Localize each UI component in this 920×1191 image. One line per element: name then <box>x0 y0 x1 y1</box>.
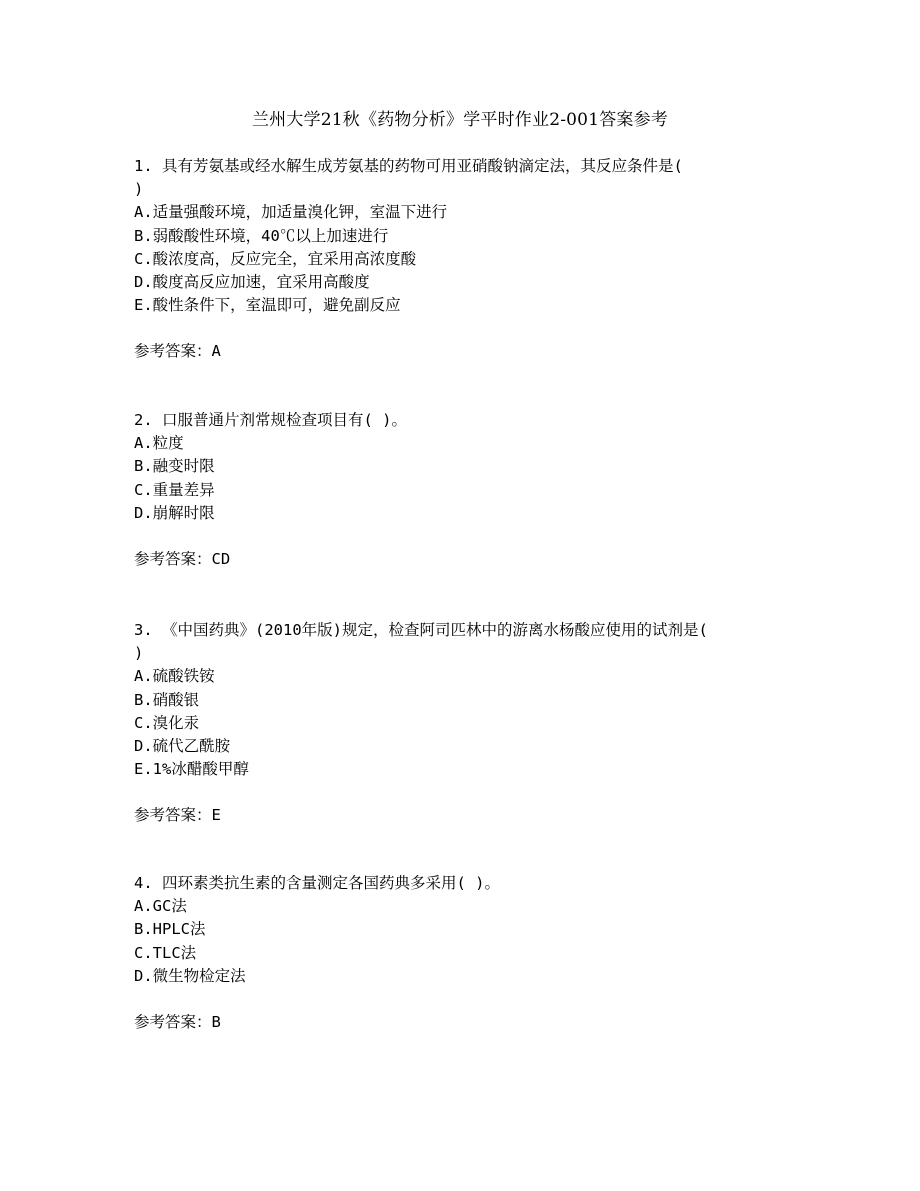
option-d: D.酸度高反应加速，宜采用高酸度 <box>134 273 370 292</box>
option-a: A.粒度 <box>134 434 184 453</box>
option-d: D.硫代乙酰胺 <box>134 737 231 756</box>
reference-answer: 参考答案：E <box>134 806 221 825</box>
option-c: C.溴化汞 <box>134 713 200 732</box>
option-b: B.硝酸银 <box>134 690 200 709</box>
option-c: C.重量差异 <box>134 480 215 499</box>
question-4 <box>134 872 814 1034</box>
question-stem-line: 3. 《中国药典》(2010年版)规定，检查阿司匹林中的游离水杨酸应使用的试剂是( <box>134 621 708 639</box>
document-title: 兰州大学21秋《药物分析》学平时作业2-001答案参考 <box>251 110 669 130</box>
option-b: B.弱酸酸性环境，40℃以上加速进行 <box>134 226 389 245</box>
question-stem-line: 4. 四环素类抗生素的含量测定各国药典多采用( )。 <box>134 874 500 892</box>
option-e: E.1%冰醋酸甲醇 <box>134 760 249 779</box>
reference-answer: 参考答案：CD <box>134 550 231 569</box>
question-1 <box>134 155 814 364</box>
question-3 <box>134 619 814 828</box>
question-stem-line: ) <box>134 644 144 663</box>
option-d: D.微生物检定法 <box>134 966 246 985</box>
option-b: B.融变时限 <box>134 457 215 476</box>
reference-answer: 参考答案：A <box>134 342 221 361</box>
option-e: E.酸性条件下，室温即可，避免副反应 <box>134 296 401 315</box>
question-stem-line: ) <box>134 180 144 199</box>
question-stem-line: 2. 口服普通片剂常规检查项目有( )。 <box>134 411 407 429</box>
reference-answer: 参考答案：B <box>134 1013 221 1032</box>
question-2 <box>134 409 814 571</box>
option-c: C.TLC法 <box>134 943 197 962</box>
option-a: A.GC法 <box>134 897 187 916</box>
option-c: C.酸浓度高，反应完全，宜采用高浓度酸 <box>134 249 417 268</box>
question-stem-line: 1. 具有芳氨基或经水解生成芳氨基的药物可用亚硝酸钠滴定法，其反应条件是( <box>134 157 683 175</box>
option-b: B.HPLC法 <box>134 920 206 939</box>
option-a: A.适量强酸环境，加适量溴化钾，室温下进行 <box>134 203 448 222</box>
option-d: D.崩解时限 <box>134 503 215 522</box>
option-a: A.硫酸铁铵 <box>134 667 215 686</box>
